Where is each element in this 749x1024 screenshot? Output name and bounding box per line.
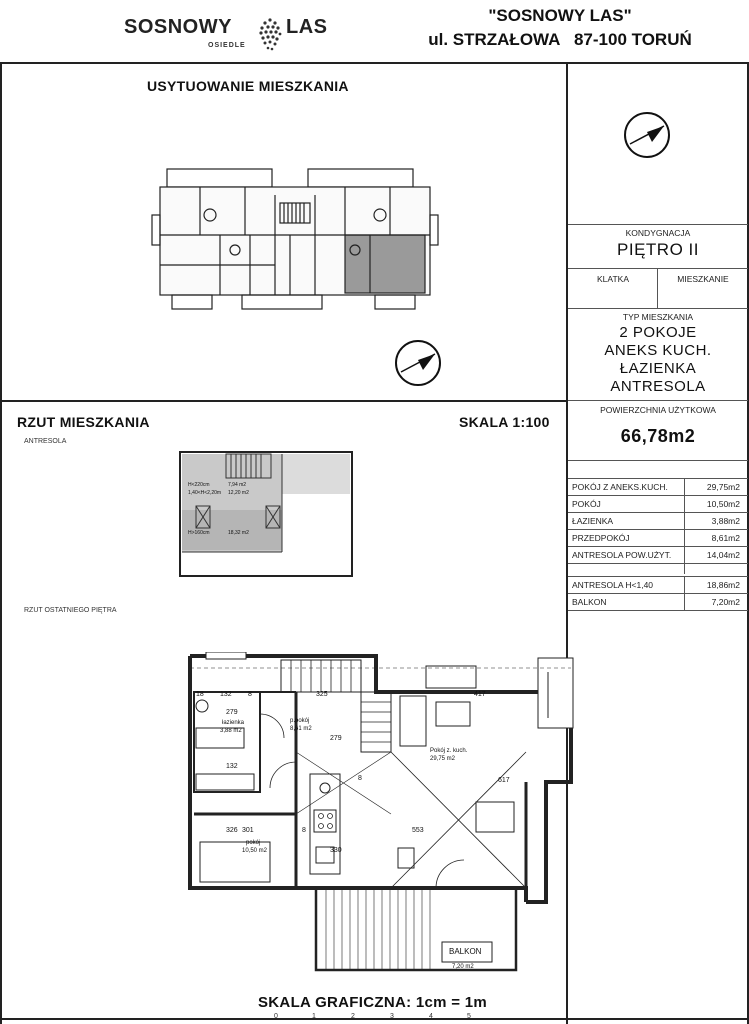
room-name-4: ANTRESOLA POW.UŻYT. [572, 550, 672, 560]
table-rule [568, 563, 748, 564]
room-area-2: 3,88m2 [711, 516, 740, 526]
dim-132: 132 [220, 691, 232, 698]
living-label: Pokój z. kuch. [430, 748, 468, 754]
extra-name-0: ANTRESOLA H<1,40 [572, 580, 654, 590]
extra-name-1: BALKON [572, 597, 607, 607]
room-name-0: POKÓJ Z ANEKS.KUCH. [572, 482, 668, 492]
scale-tick-5: 5 [467, 1013, 471, 1020]
dim-301: 301 [242, 827, 254, 834]
graphic-scale-ruler [258, 1012, 498, 1024]
room-area-4: 14,04m2 [706, 550, 740, 560]
plan-title: RZUT MIESZKANIA [17, 414, 150, 430]
building-site-plan [150, 165, 440, 315]
room-name-1: POKÓJ [572, 499, 601, 509]
panel-rule [568, 400, 748, 401]
panel-rule [568, 224, 748, 225]
room-area-1: 10,50m2 [706, 499, 740, 509]
mezz-note-3: 1,40<H<2,20m [188, 490, 222, 496]
mezz-note-5: H>160cm [188, 530, 210, 536]
type-line: ANEKS KUCH. [604, 342, 712, 359]
logo-subtitle: OSIEDLE [208, 42, 246, 49]
dim-18: 18 [196, 691, 204, 698]
type-lines [568, 324, 748, 396]
bathroom-label: łazienka [222, 720, 245, 726]
floor-label: KONDYGNACJA [625, 228, 691, 238]
table-rule [568, 495, 748, 496]
apartment-label: MIESZKANIE [677, 274, 729, 284]
frame-left [0, 64, 2, 1024]
table-rule [568, 512, 748, 513]
bedroom-label: pokój [246, 840, 261, 846]
scale-tick-1: 1 [312, 1013, 316, 1020]
balcony-label: BALKON [449, 947, 482, 956]
dim-617: 617 [498, 777, 510, 784]
type-line: ŁAZIENKA [619, 360, 697, 377]
mezz-note-6: 18,32 m2 [228, 530, 249, 536]
dim-8-low: 8 [358, 775, 362, 782]
table-rule [568, 610, 748, 611]
room-area-0: 29,75m2 [706, 482, 740, 492]
table-rule [568, 478, 748, 479]
bathroom-area: 3,88 m2 [220, 728, 242, 734]
logo-word-right: LAS [286, 16, 328, 38]
balcony-area: 7,20 m2 [452, 964, 474, 970]
room-name-2: ŁAZIENKA [572, 516, 614, 526]
floor-value: PIĘTRO II [617, 240, 699, 259]
type-label: TYP MIESZKANIA [622, 312, 694, 322]
type-line: 2 POKOJE [619, 324, 697, 341]
area-value: 66,78m2 [620, 426, 696, 446]
room-area-3: 8,61m2 [711, 533, 740, 543]
header-divider [0, 62, 749, 64]
compass-panel-icon [622, 110, 672, 160]
plan-scale: SKALA 1:100 [459, 414, 550, 430]
project-name: "SOSNOWY LAS" [488, 6, 632, 25]
dim-8-mid: 8 [302, 827, 306, 834]
table-rule [568, 576, 748, 577]
section-divider [0, 400, 566, 402]
extra-area-0: 18,86m2 [706, 580, 740, 590]
compass-north-icon [393, 338, 443, 388]
dim-8-top: 8 [248, 691, 252, 698]
dim-279-b: 279 [330, 735, 342, 742]
panel-rule [568, 308, 748, 309]
mezz-note-1: H<220cm [188, 482, 210, 488]
panel-rule [568, 460, 748, 461]
location-title: USYTUOWANIE MIESZKANIA [147, 78, 349, 94]
mezz-note-4: 12,20 m2 [228, 490, 249, 496]
top-floor-label: RZUT OSTATNIEGO PIĘTRA [24, 607, 117, 614]
table-rule [568, 546, 748, 547]
room-name-3: PRZEDPOKÓJ [572, 533, 630, 543]
logo-word-left: SOSNOWY [124, 16, 232, 38]
extra-area-1: 7,20m2 [711, 597, 740, 607]
scale-tick-2: 2 [351, 1013, 355, 1020]
table-vrule [684, 478, 685, 574]
living-area: 29,75 m2 [430, 756, 456, 762]
dim-326: 326 [226, 827, 238, 834]
scale-tick-0: 0 [274, 1013, 278, 1020]
bedroom-area: 10,50 m2 [242, 848, 268, 854]
dim-279-a: 279 [226, 709, 238, 716]
table-rule [568, 593, 748, 594]
mezz-note-2: 7,94 m2 [228, 482, 247, 488]
scale-tick-3: 3 [390, 1013, 394, 1020]
graphic-scale-title: SKALA GRAFICZNA: 1cm = 1m [258, 994, 488, 1011]
dim-132-b: 132 [226, 763, 238, 770]
hall-label: p.pokój [290, 718, 310, 724]
area-label: POWIERZCHNIA UŻYTKOWA [600, 405, 716, 415]
pine-cone-icon [255, 14, 285, 56]
mezzanine-label: ANTRESOLA [24, 438, 67, 445]
project-address: ul. STRZAŁOWA 87-100 TORUŃ [428, 30, 692, 49]
brand-logo [124, 14, 354, 58]
type-line: ANTRESOLA [610, 378, 706, 395]
hall-area: 8,61 m2 [290, 726, 312, 732]
panel-rule [568, 268, 748, 269]
mezzanine-plan [176, 448, 356, 580]
table-rule [568, 529, 748, 530]
dim-325: 325 [316, 691, 328, 698]
apartment-floor-plan [186, 652, 578, 974]
stair-label: KLATKA [597, 274, 629, 284]
scale-tick-4: 4 [429, 1013, 433, 1020]
dim-330: 330 [330, 847, 342, 854]
dim-553: 553 [412, 827, 424, 834]
dim-417: 417 [474, 691, 486, 698]
